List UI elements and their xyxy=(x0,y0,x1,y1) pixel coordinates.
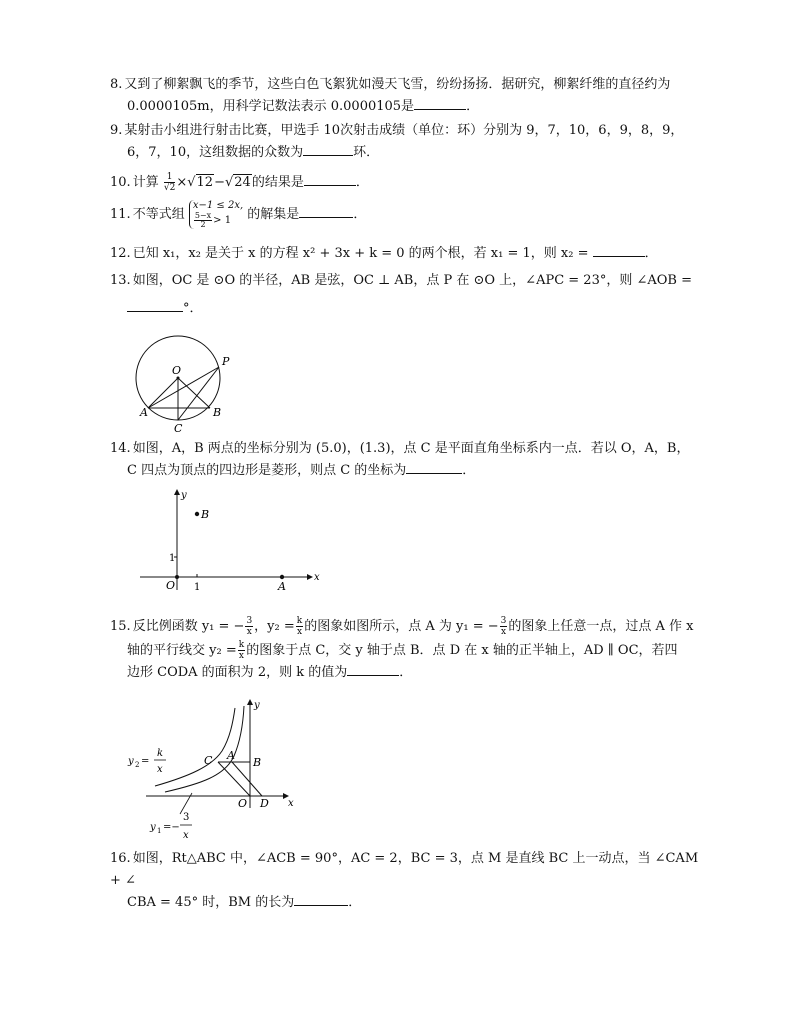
label-d: D xyxy=(260,797,269,810)
question-9 xyxy=(110,120,710,164)
label-one-x: 1 xyxy=(194,582,201,593)
label-one-y: 1 xyxy=(169,553,176,564)
label-b: B xyxy=(213,406,222,419)
question-text: 如图，OC 是 ⊙O 的半径，AB 是弦，OC ⊥ AB，点 P 在 ⊙O 上，∠APC = 23°，则 ∠AOB = xyxy=(132,273,692,288)
question-text: C 四点为顶点的四边形是菱形，则点 C 的坐标为 xyxy=(127,463,407,478)
question-text: 环． xyxy=(353,145,380,160)
label-c: C xyxy=(174,422,183,435)
question-text: 如图，A，B 两点的坐标分别为 (5.0)，(1.3)，点 C 是平面直角坐标系内一点．若以 O，A，B， xyxy=(132,441,690,456)
fraction-numerator: 1 xyxy=(164,172,175,183)
point-a xyxy=(280,575,284,579)
question-text: 的图象如图所示，点 A 为 y₁ = − xyxy=(304,619,499,634)
label-y: y xyxy=(181,490,187,501)
question-text: ． xyxy=(466,99,480,114)
segment-pa xyxy=(148,367,219,408)
origin-point xyxy=(175,575,179,579)
minus-sign: − xyxy=(214,175,225,190)
label-y2-k: k xyxy=(157,748,164,759)
question-text: 已知 x₁，x₂ 是关于 x 的方程 x² + 3x + k = 0 的两个根，若 x₁ = 1，则 x₂ = xyxy=(132,246,589,261)
question-text: 计算 xyxy=(132,175,159,190)
fraction-numerator: k xyxy=(296,616,303,626)
times-sign: × xyxy=(176,175,188,190)
question-number: 9. xyxy=(110,123,123,138)
question-text: 轴的平行线交 y₂ = xyxy=(127,643,237,658)
question-12 xyxy=(110,243,710,265)
fraction-denominator: 2 xyxy=(200,220,206,229)
fraction-denominator: √2 xyxy=(163,183,176,193)
label-y2-formula xyxy=(127,748,166,775)
inequality-2 xyxy=(193,212,243,229)
fraction-denominator: x xyxy=(500,627,507,637)
fraction-denominator: x xyxy=(238,651,244,661)
question-number: 12. xyxy=(110,246,131,261)
label-y2-eq: = xyxy=(141,756,150,767)
fraction-numerator: 5−x xyxy=(194,211,212,220)
hyperbola-figure xyxy=(120,696,320,841)
question-11 xyxy=(110,200,710,229)
inequality-1: x−1 ≤ 2x, xyxy=(192,200,244,211)
segment-co xyxy=(218,762,250,796)
question-text: 如图，Rt△ABC 中，∠ACB = 90°，AC = 2，BC = 3，点 M 是直线 BC 上一动点，当 ∠CAM + ∠ xyxy=(110,851,699,888)
label-y1-sub: 1 xyxy=(157,827,162,835)
fraction-numerator: 3 xyxy=(500,616,507,626)
point-b xyxy=(195,512,199,516)
answer-blank[interactable] xyxy=(347,663,399,676)
question-8 xyxy=(110,74,710,118)
label-y1: y xyxy=(150,822,156,833)
label-o: O xyxy=(166,579,176,592)
question-text: 的图象于点 C，交 y 轴于点 B．点 D 在 x 轴的正半轴上，AD ∥ OC，若四 xyxy=(246,643,678,658)
question-13 xyxy=(110,270,710,320)
question-text: 反比例函数 y₁ = − xyxy=(132,619,245,634)
question-text: CBA = 45° 时，BM 的长为 xyxy=(127,895,295,910)
answer-blank[interactable] xyxy=(299,205,353,218)
question-number: 8. xyxy=(110,77,123,92)
question-number: 14. xyxy=(110,441,131,456)
question-text: °． xyxy=(183,301,203,316)
segment-ob xyxy=(178,378,210,408)
label-p: P xyxy=(222,355,230,368)
fraction-denominator: x xyxy=(246,627,252,637)
label-y1-n: 3 xyxy=(183,812,190,823)
question-10: 10. 计算 $\frac{1}{√2}$ ×√12−√24的结果是 ． xyxy=(110,172,369,193)
answer-blank[interactable] xyxy=(303,143,353,156)
curve-y2 xyxy=(155,708,235,786)
question-text: 某射击小组进行射击比赛，甲选手 10次射击成绩（单位：环）分别为 9，7，10，6，9，8，9， xyxy=(124,123,684,138)
label-o: O xyxy=(238,797,248,810)
label-y: y xyxy=(254,700,260,711)
answer-blank[interactable] xyxy=(304,173,356,186)
radicand: 12 xyxy=(196,175,214,190)
question-text: 0.0000105m，用科学记数法表示 0.0000105是 xyxy=(127,99,415,114)
question-text: ． xyxy=(348,895,362,910)
label-x: x xyxy=(314,572,320,583)
fraction xyxy=(164,172,175,193)
label-x: x xyxy=(288,798,294,809)
question-number: 11. xyxy=(110,207,131,222)
label-y1-eq: =− xyxy=(163,822,180,833)
question-text: ． xyxy=(462,463,476,478)
question-text: 又到了柳絮飘飞的季节，这些白色飞絮犹如漫天飞雪，纷纷扬扬．据研究，柳絮纤维的直径约为 xyxy=(124,77,671,92)
label-a: A xyxy=(140,406,148,419)
question-text: 不等式组 xyxy=(132,207,185,222)
label-y2-x: x xyxy=(157,764,163,775)
label-a: A xyxy=(278,580,286,593)
question-text: ． xyxy=(644,246,658,261)
label-y1-formula xyxy=(149,812,192,841)
label-b: B xyxy=(253,756,262,769)
answer-blank[interactable] xyxy=(406,461,462,474)
question-number: 16. xyxy=(110,851,131,866)
question-text: 的图象上任意一点，过点 A 作 x xyxy=(508,619,694,634)
question-text: 的解集是 xyxy=(247,207,300,222)
answer-blank[interactable] xyxy=(414,97,466,110)
question-text: ，y₂ = xyxy=(254,619,295,634)
label-a: A xyxy=(227,749,235,762)
answer-blank[interactable] xyxy=(593,244,645,257)
question-text: 边形 CODA 的面积为 2，则 k 的值为 xyxy=(127,665,348,680)
question-text: ． xyxy=(355,175,369,190)
fraction-numerator: k xyxy=(238,640,245,650)
question-15 xyxy=(110,616,710,684)
radicand: 24 xyxy=(234,175,251,190)
answer-blank[interactable] xyxy=(294,893,348,906)
question-number: 13. xyxy=(110,273,131,288)
label-o: O xyxy=(172,364,182,377)
question-text: ． xyxy=(399,665,413,680)
question-14 xyxy=(110,438,710,482)
question-text: 6，7，10，这组数据的众数为 xyxy=(127,145,304,160)
inequality-system xyxy=(189,200,243,229)
label-y2: y xyxy=(128,756,134,767)
inequality-rhs: > 1 xyxy=(213,215,232,226)
question-text: ． xyxy=(353,207,367,222)
coordinate-figure xyxy=(130,486,330,596)
question-16 xyxy=(110,848,710,914)
question-number: 15. xyxy=(110,619,131,634)
fraction-denominator: x xyxy=(296,627,303,637)
fraction-numerator: 3 xyxy=(246,616,253,626)
label-y1-x: x xyxy=(183,830,189,841)
label-y2-sub: 2 xyxy=(135,761,140,769)
question-number: 10. xyxy=(110,175,131,190)
answer-blank[interactable] xyxy=(127,299,183,312)
label-c: C xyxy=(204,754,213,767)
label-b: B xyxy=(201,508,210,521)
circle-figure xyxy=(130,330,240,435)
question-text: 的结果是 xyxy=(251,175,304,190)
